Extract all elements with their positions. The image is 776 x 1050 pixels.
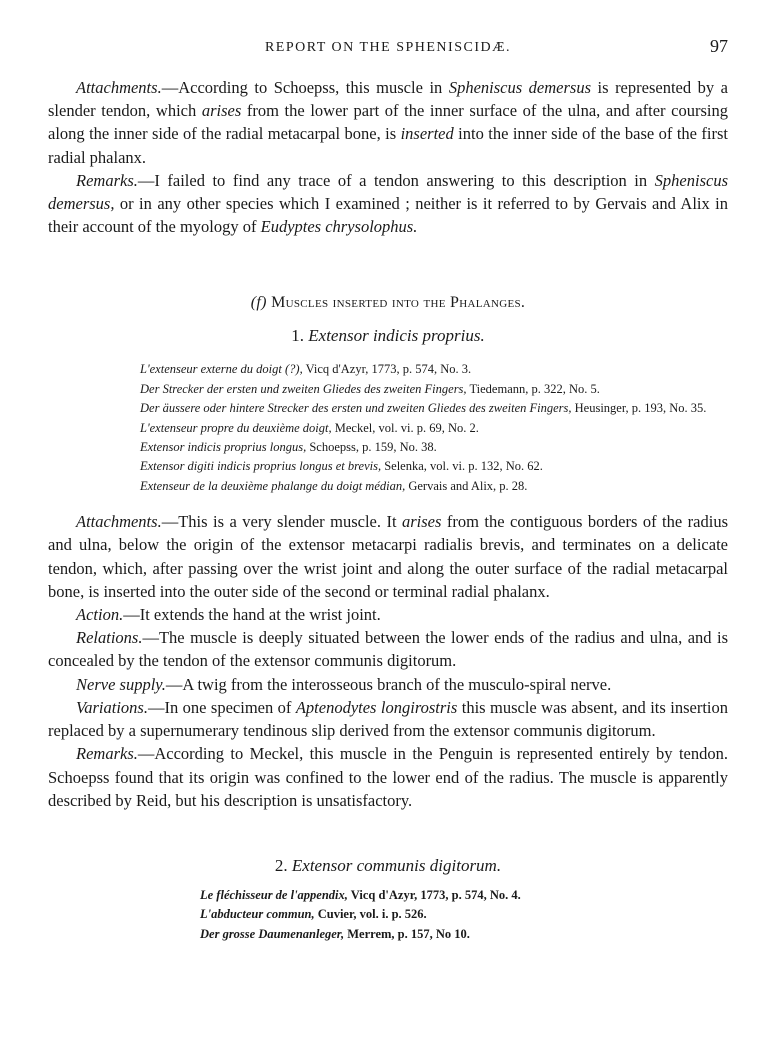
muscle1-name: Extensor indicis proprius.: [308, 326, 485, 346]
running-title: REPORT ON THE SPHENISCIDÆ.: [264, 40, 512, 55]
document-page: [48, 36, 728, 944]
section-heading: [48, 294, 728, 312]
synonym-item: Der grosse Daumenanleger, Merrem, p. 157, No 10.: [200, 926, 470, 941]
synonym-item: Der äussere oder hintere Strecker des ersten und zweiten Gliedes des zweiten Fingers, Heusinger, p. 193, No. 35.: [140, 401, 707, 416]
intro-attachments-paragraph: Attachments.—According to Schoepss, this muscle in Spheniscus demersus is represented by a slender tendon, which arises from the lower part of the inner surface of the ulna, and after coursing along the inner side of the radial metacarpal bone, is inserted into the inner side of the base of the first radial phalanx.: [48, 78, 729, 167]
label-attachments: Attachments.: [76, 512, 162, 532]
synonym-item: Der Strecker der ersten und zweiten Gliedes des zweiten Fingers, Tiedemann, p. 322, No. 5.: [140, 381, 600, 396]
synonym-item: Extenseur de la deuxième phalange du doigt médian, Gervais and Alix, p. 28.: [140, 478, 528, 493]
section-title: Muscles inserted into the Phalanges.: [271, 294, 526, 312]
muscle1-heading: [48, 326, 728, 346]
synonym-item: Extensor digiti indicis proprius longus et brevis, Selenka, vol. vi. p. 132, No. 62.: [140, 459, 543, 474]
variations-paragraph: Variations.—In one specimen of Aptenodytes longirostris this muscle was absent, and its insertion replaced by a supernumerary tendinous slip derived from the extensor communis digitorum.: [48, 697, 728, 741]
label-remarks: Remarks.: [76, 170, 138, 190]
muscle1-number: 1.: [291, 326, 305, 346]
nerve-supply-paragraph: Nerve supply.—A twig from the interosseous branch of the musculo-spiral nerve.: [76, 674, 612, 694]
muscle2-name: Extensor communis digitorum.: [291, 855, 502, 875]
running-header: [48, 36, 728, 60]
action-paragraph: Action.—It extends the hand at the wrist joint.: [76, 605, 381, 625]
muscle2-heading: [48, 856, 728, 876]
label-relations: Relations.: [76, 628, 143, 648]
intro-remarks-paragraph: Remarks.—I failed to find any trace of a tendon answering to this description in Spheniscus demersus, or in any other species which I examined ; neither is it referred to by Gervais and Alix in their account of the myology of Eudyptes chrysolophus.: [48, 170, 728, 237]
remarks-paragraph: Remarks.—According to Meckel, this muscle in the Penguin is represented entirely by tendon. Schoepss found that its origin was confined to the lower end of the radius. The muscle is apparently described by Reid, but his description is unsatisfactory.: [48, 744, 728, 810]
section-marker: (f): [250, 294, 267, 312]
relations-paragraph: Relations.—The muscle is deeply situated between the lower ends of the radius and ulna, and is concealed by the tendon of the extensor communis digitorum.: [48, 628, 728, 671]
muscle2-number: 2.: [274, 855, 288, 875]
attachments-paragraph: Attachments.—This is a very slender muscle. It arises from the contiguous borders of the radius and ulna, below the origin of the extensor metacarpi radialis brevis, and terminates on a delicate tendon, which, after passing over the wrist joint and along the outer surface of the radial metacarpal bone, is inserted into the outer side of the second or terminal radial phalanx.: [48, 512, 728, 601]
label-remarks: Remarks.: [76, 744, 138, 764]
synonym-item: L'extenseur propre du deuxième doigt, Meckel, vol. vi. p. 69, No. 2.: [140, 420, 479, 435]
synonym-item: L'extenseur externe du doigt (?), Vicq d'Azyr, 1773, p. 574, No. 3.: [140, 362, 472, 377]
muscle2-synonym-list: [200, 886, 700, 944]
muscle1-description: [48, 510, 728, 812]
label-variations: Variations.: [76, 697, 148, 717]
label-nerve-supply: Nerve supply.: [76, 674, 166, 694]
label-attachments: Attachments.: [76, 78, 162, 97]
label-action: Action.: [76, 605, 124, 625]
synonym-item: L'abducteur commun, Cuvier, vol. i. p. 526.: [200, 907, 427, 922]
synonym-item: Le fléchisseur de l'appendix, Vicq d'Azyr, 1773, p. 574, No. 4.: [200, 887, 521, 902]
page-number: 97: [710, 36, 728, 56]
synonym-item: Extensor indicis proprius longus, Schoepss, p. 159, No. 38.: [140, 440, 437, 455]
muscle1-synonym-list: [140, 360, 710, 496]
